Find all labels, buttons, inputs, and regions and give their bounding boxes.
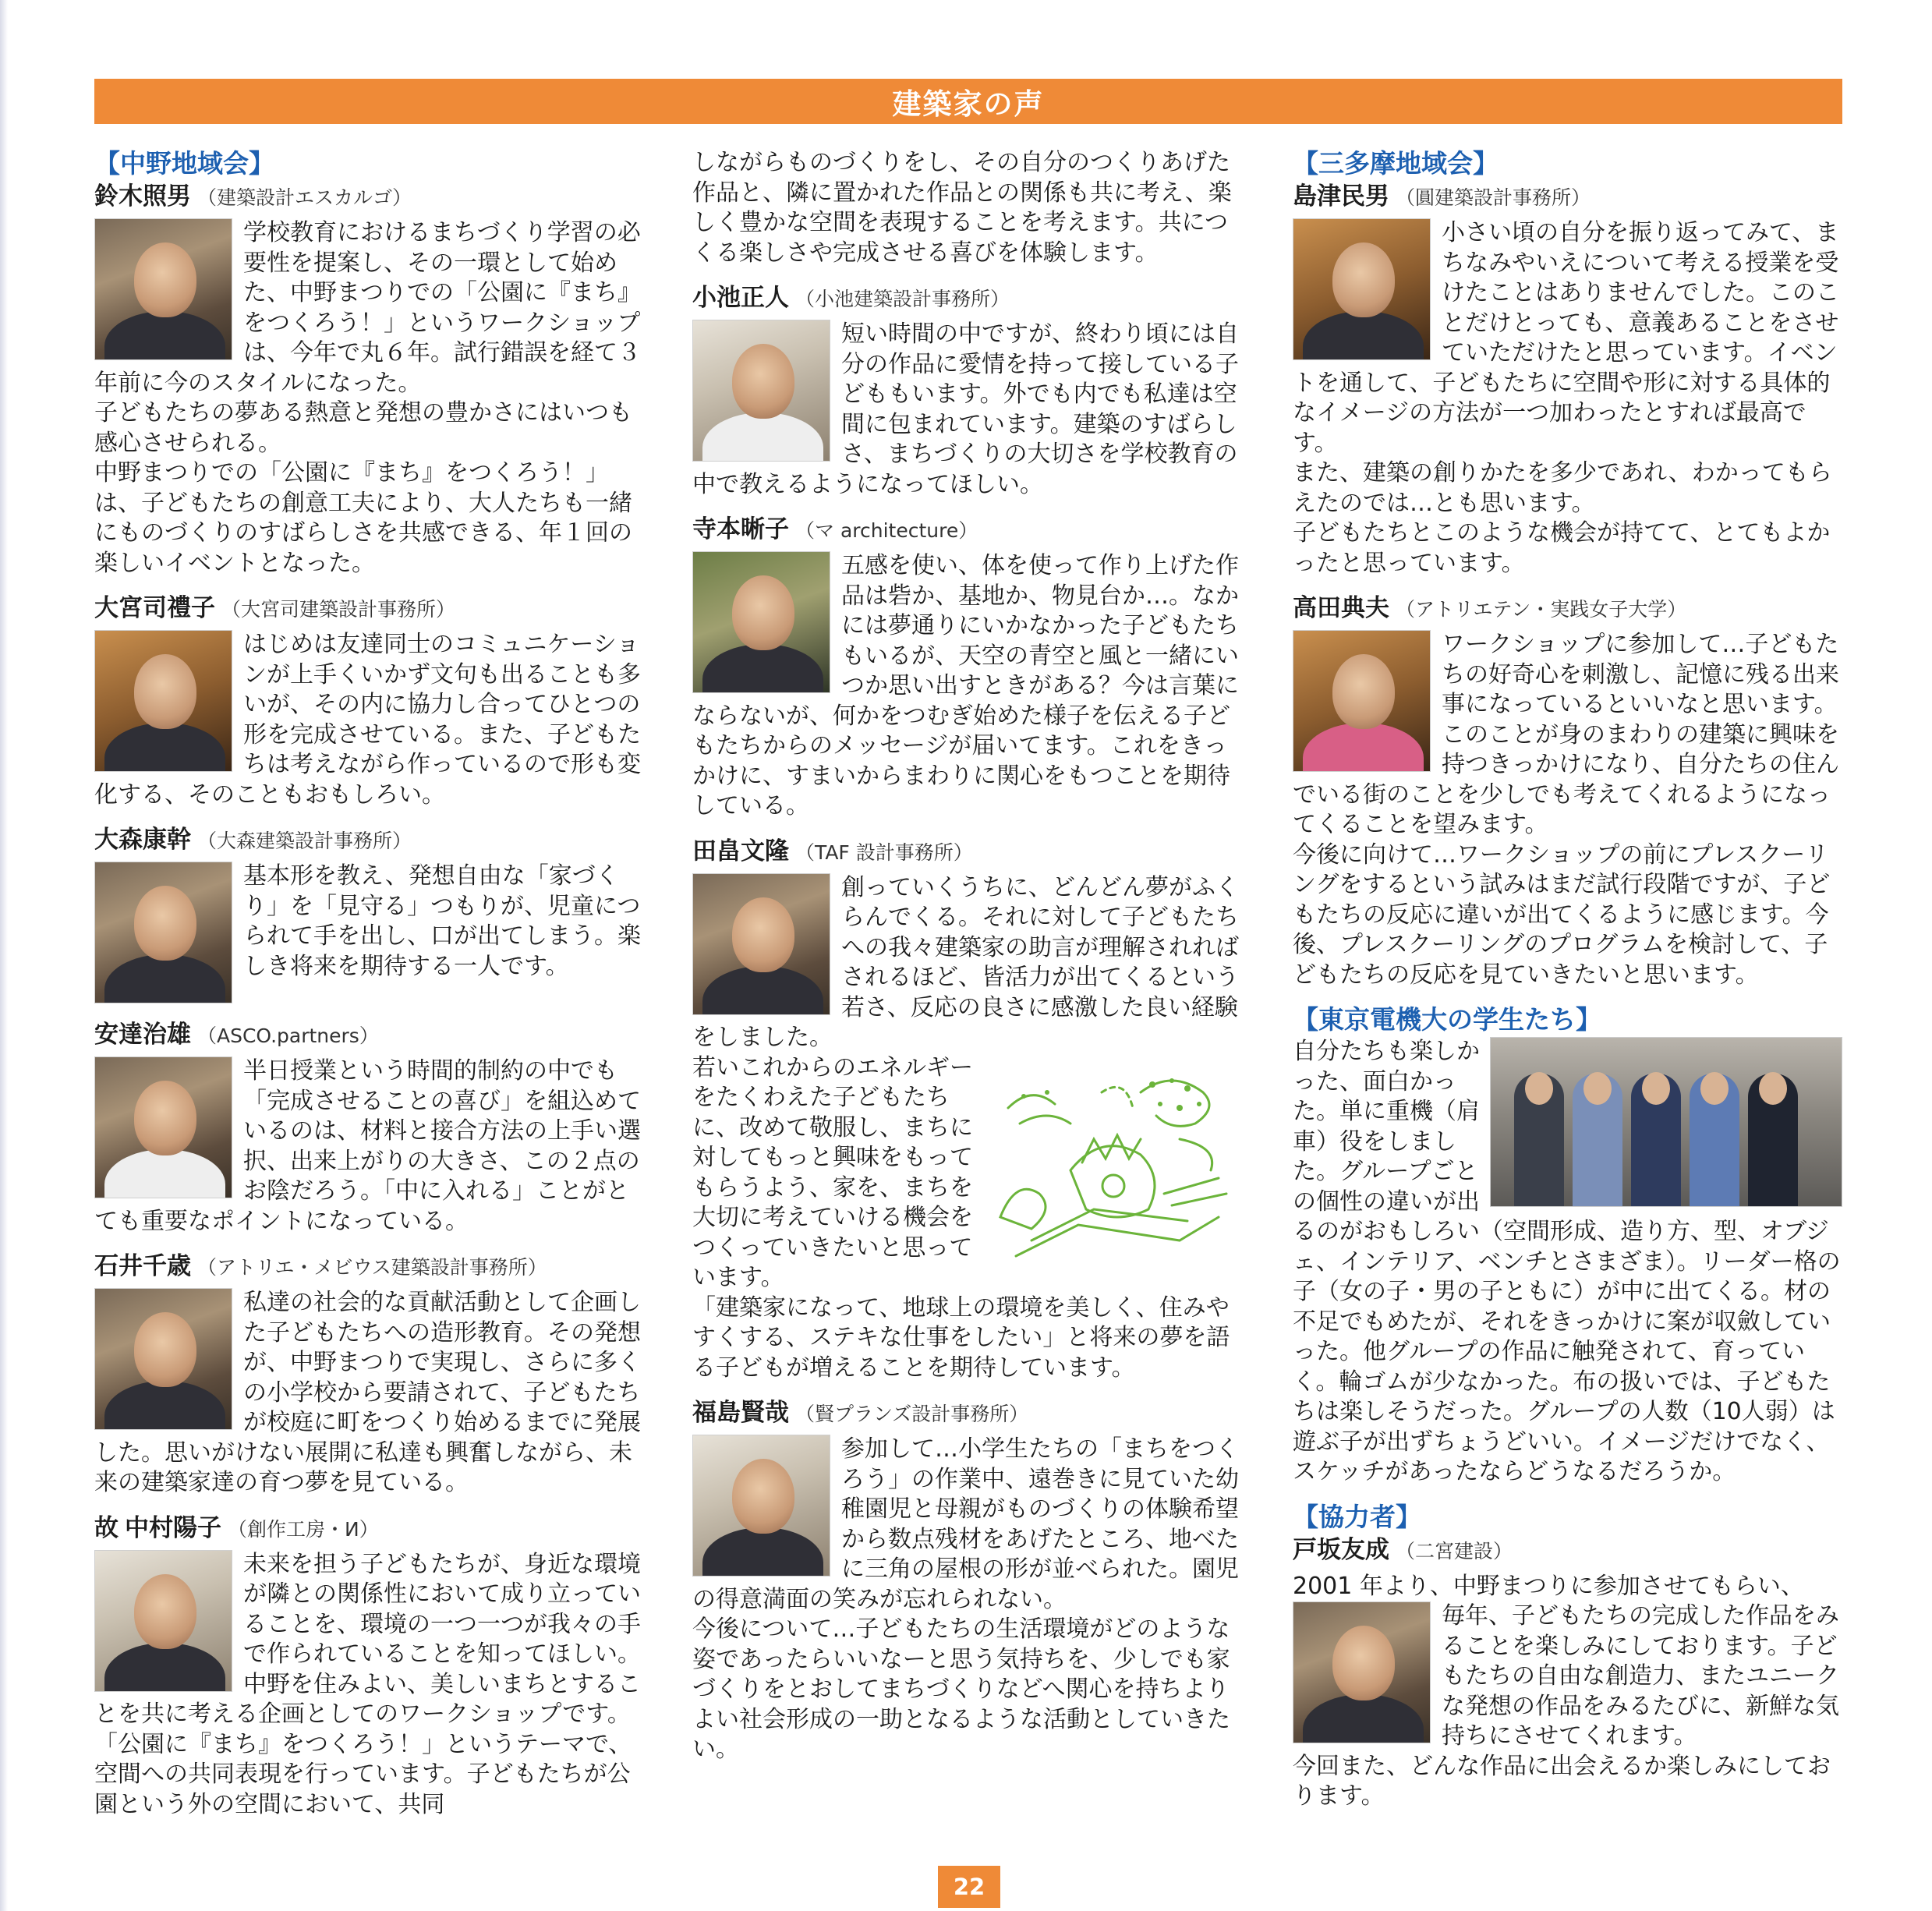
architect-name: 小池正人	[692, 284, 789, 312]
comment-text: 参加して…小学生たちの「まちをつくろう」の作業中、遠巻きに見ていた幼稚園児と母親がものづくりの体験希望から数点残材をあげたところ、地べたに三角の屋根の形が並べられた。園児の得意満面の笑みが忘れられない。	[692, 1435, 1239, 1613]
architect-name-line	[94, 1513, 644, 1545]
architect-name: 戸坂友成	[1293, 1535, 1389, 1564]
architect-affiliation: （圓建築設計事務所）	[1396, 186, 1591, 209]
column-middle	[692, 148, 1242, 1779]
comment-text: 学校教育におけるまちづくり学習の必要性を提案し、その一環として始めた、中野まつりでの「公園に『まち』をつくろう！」というワークショップは、今年で丸６年。試行錯誤を経て３年前に今のスタイルになった。	[94, 219, 641, 397]
architect-affiliation: （マ architecture）	[795, 519, 978, 542]
comment-text: 短い時間の中ですが、終わり頃には自分の作品に愛情を持って接している子どももいます。外でも内でも私達は空間に包まれています。建築のすばらしさ、まちづくりの大切さを学校教育の中で教えるようになってほしい。	[692, 320, 1239, 498]
architect-affiliation: （小池建築設計事務所）	[795, 288, 1010, 310]
portrait-photo	[1293, 1601, 1431, 1743]
architect-affiliation: （ASCO.partners）	[197, 1025, 379, 1047]
architect-name-line	[692, 514, 1242, 547]
comment-text: 創っていくうちに、どんどん夢がふくらんでくる。それに対して子どもたちへの我々建築家の助言が理解されればされるほど、皆活力が出てくるという若さ、反応の良さに感激した良い経験をしました。	[692, 873, 1239, 1051]
portrait-photo	[94, 630, 232, 772]
entry-tosaka	[1293, 1534, 1842, 1812]
architect-name: 高田典夫	[1293, 594, 1389, 622]
architect-name-line	[94, 824, 644, 857]
section-heading-collaborator: 【協力者】	[1293, 1501, 1421, 1532]
entry-shimazu	[1293, 181, 1842, 579]
comment-text: 子どもたちとこのような機会が持てて、とてもよかったと思っています。	[1293, 519, 1831, 577]
portrait-photo	[692, 1435, 830, 1577]
entry-daiguji	[94, 593, 644, 810]
portrait-photo	[94, 862, 232, 1003]
comment-text: 基本形を教え、発想自由な「家づくり」を「見守る」つもりが、児童につられて手を出し、口が出てしまう。楽しき将来を期待する一人です。	[243, 862, 641, 980]
sketch-illustration	[985, 1061, 1242, 1279]
architect-affiliation: （大宮司建築設計事務所）	[221, 598, 456, 621]
architect-affiliation: （二宮建設）	[1396, 1539, 1513, 1562]
deceased-prefix: 故	[94, 1513, 119, 1542]
architect-name: 石井千歳	[94, 1252, 191, 1280]
portrait-photo	[692, 873, 830, 1015]
architect-name: 安達治雄	[94, 1021, 191, 1049]
architect-affiliation: （建築設計エスカルゴ）	[197, 186, 412, 209]
comment-text: 私達の社会的な貢献活動として企画した子どもたちへの造形教育。その発想が、中野まつりで実現し、さらに多くの小学校から要請されて、子どもたちが校庭に町をつくり始めるまでに発展した。思いがけない展開に私達も興奮しながら、未来の建築家達の育つ夢を見ている。	[94, 1289, 641, 1496]
entry-takada	[1293, 593, 1842, 990]
comment-text: 毎年、子どもたちの完成した作品をみることを楽しみにしております。子どもたちの自由な創造力、またユニークな発想の作品をみるたびに、新鮮な気持ちにさせてくれます。	[1442, 1602, 1839, 1750]
entry-adachi	[94, 1019, 644, 1237]
comment-text: 若いこれからのエネルギーをたくわえた子どもたちに、改めて敬服し、まちに対してもっと興味をもってもらうよう、家を、まちを大切に考えていける機会をつくっていきたいと思っています。	[692, 1053, 973, 1291]
page-edge	[0, 0, 8, 1911]
architect-name: 寺本晰子	[692, 515, 789, 543]
architect-affiliation: （創作工房・И）	[228, 1517, 379, 1541]
architect-name: 鈴木照男	[94, 182, 191, 211]
architect-name: 大宮司禮子	[94, 594, 215, 622]
page-number: 22	[953, 1874, 985, 1900]
comment-text: 今後に向けて…ワークショップの前にプレスクーリングをするという試みはまだ試行段階ですが、子どもたちの反応に違いが出てくるように感じます。今後、プレスクーリングのプログラムを検討して、子どもたちの反応を見ていきたいと思います。	[1293, 840, 1831, 989]
comment-text: はじめは友達同士のコミュニケーションが上手くいかず文句も出ることも多いが、その内に協力し合ってひとつの形を完成させている。また、子どもたちは考えながら作っているので形も変化する、そのこともおもしろい。	[94, 631, 641, 809]
architect-name-line	[94, 1251, 644, 1283]
architect-name: 島津民男	[1293, 182, 1389, 211]
entry-koike	[692, 282, 1242, 500]
comment-text: 子どもたちの夢ある熱意と発想の豊かさにはいつも感心させられる。	[94, 399, 632, 457]
comment-text: しながらものづくりをし、その自分のつくりあげた作品と、隣に置かれた作品との関係も共に考え、楽しく豊かな空間を表現することを考えます。共につくる楽しさや完成させる喜びを体験します。	[692, 149, 1232, 267]
comment-text: 今後について…子どもたちの生活環境がどのような姿であったらいいなーと思う気持ちを、少しでも家づくりをとおしてまちづくりなどへ関心を持ちよりよい社会形成の一助となるような活動としていきたい。	[692, 1616, 1230, 1763]
entry-fukushima	[692, 1397, 1242, 1765]
entry-ishii	[94, 1251, 644, 1499]
entry-nakamura	[94, 1513, 644, 1821]
comment-text: 未来を担う子どもたちが、身近な環境が隣との関係性において成り立っていることを、環境の一つ一つが我々の手で作られていることを知ってほしい。中野を住みよい、美しいまちとすることを共に考える企画としてのワークショップです。「公園に『まち』をつくろう！」というテーマで、空間への共同表現を行っています。子どもたちが公園という外の空間において、共同	[94, 1550, 641, 1818]
column-left	[94, 148, 644, 1834]
architect-name: 福島賢哉	[692, 1399, 789, 1427]
entry-suzuki	[94, 181, 644, 579]
comment-text: 「建築家になって、地球上の環境を美しく、住みやすくする、ステキな仕事をしたい」と将来の夢を語る子どもが増えることを期待しています。	[692, 1293, 1230, 1382]
comment-text: また、建築の創りかたを多少であれ、わかってもらえたのでは…とも思います。	[1293, 459, 1832, 517]
architect-name-line	[1293, 1534, 1842, 1567]
entry-continuation	[692, 148, 1242, 268]
architect-name-line	[692, 836, 1242, 869]
comment-text: 小さい頃の自分を振り返ってみて、まちなみやいえについて考える授業を受けたことはありませんでした。このことだけとっても、意義あることをさせていただけたと思っています。イベントを通して、子どもたちに空間や形に対する具体的なイメージの方法が一つ加わったとすれば最高です。	[1293, 219, 1839, 457]
portrait-photo	[94, 1288, 232, 1430]
architect-name-line	[94, 1019, 644, 1052]
comment-text: 半日授業という時間的制約の中でも「完成させることの喜び」を組込めているのは、材料と接合方法の上手い選択、出来上がりの大きさ、この２点のお陰だろう。「中に入れる」ことがとても重要なポイントになっている。	[94, 1057, 641, 1235]
architect-affiliation: （賢プランズ設計事務所）	[795, 1403, 1029, 1425]
entry-students	[1293, 1037, 1842, 1488]
portrait-photo	[94, 1550, 232, 1692]
portrait-photo	[94, 1056, 232, 1198]
section-heading-santama: 【三多摩地域会】	[1293, 148, 1499, 179]
students-group-photo	[1490, 1037, 1842, 1207]
architect-name-line	[1293, 181, 1842, 214]
entry-omori	[94, 824, 644, 1005]
portrait-photo	[692, 320, 830, 462]
architect-affiliation: （アトリエテン・実践女子大学）	[1396, 598, 1687, 621]
architect-affiliation: （TAF 設計事務所）	[795, 840, 973, 864]
comment-text: 2001 年より、中野まつりに参加させてもらい、	[1293, 1572, 1804, 1600]
architect-name: 田畠文隆	[692, 837, 789, 865]
portrait-photo	[94, 218, 232, 360]
architect-affiliation: （大森建築設計事務所）	[197, 830, 412, 852]
comment-text: 自分たちも楽しかった、面白かった。単に重機（肩車）役をしました。グループごとの個性の違いが出るのがおもしろい（空間形成、造り方、型、オブジェ、インテリア、ベンチとさまざま）。リーダー格の子（女の子・男の子ともに）が中に出てくる。材の不足でもめたが、それをきっかけに案が収斂していった。他グループの作品に触発されて、育っていく。輪ゴムが少なかった。布の扱いでは、子どもたちは楽しそうだった。グループの人数（10人弱）は遊ぶ子が出ずちょうどいい。イメージだけでなく、スケッチがあったならどうなるだろうか。	[1293, 1038, 1841, 1485]
portrait-photo	[1293, 218, 1431, 360]
comment-text: 五感を使い、体を使って作り上げた作品は砦か、基地か、物見台か…。なかには夢通りにいかなかった子どもたちもいるが、天空の青空と風と一緒にいつか思い出すときがある？今は言葉にならないが、何かをつむぎ始めた様子を伝える子どもたちからのメッセージが届いてます。これをきっかけに、すまいからまわりに関心をもつことを期待している。	[692, 552, 1239, 819]
portrait-photo	[692, 551, 830, 693]
comment-text: ワークショップに参加して…子どもたちの好奇心を刺激し、記憶に残る出来事になっているといいなと思います。このことが身のまわりの建築に興味を持つきっかけになり、自分たちの住んでいる街のことを少しでも考えてくれるようになってくることを望みます。	[1293, 631, 1839, 838]
column-right	[1293, 148, 1842, 1826]
sketch-drawing	[985, 1061, 1242, 1279]
entry-tabata	[692, 836, 1242, 1384]
comment-text: 今回また、どんな作品に出会えるか楽しみにしております。	[1293, 1752, 1831, 1810]
title-bar	[94, 79, 1842, 124]
architect-name-line	[692, 282, 1242, 315]
architect-name: 中村陽子	[125, 1513, 221, 1542]
entry-teramoto	[692, 514, 1242, 822]
page-number-badge	[938, 1866, 1000, 1908]
section-heading-nakano: 【中野地域会】	[94, 148, 274, 179]
section-heading-students: 【東京電機大の学生たち】	[1293, 1004, 1601, 1035]
page-title: 建築家の声	[892, 87, 1045, 121]
comment-text: 中野まつりでの「公園に『まち』をつくろう！」は、子どもたちの創意工夫により、大人たちも一緒にものづくりのすばらしさを共感できる、年１回の楽しいイベントとなった。	[94, 459, 632, 577]
architect-name-line	[94, 181, 644, 214]
architect-name: 大森康幹	[94, 826, 191, 854]
portrait-photo	[1293, 630, 1431, 772]
architect-name-line	[1293, 593, 1842, 625]
architect-name-line	[94, 593, 644, 625]
architect-affiliation: （アトリエ・メビウス建築設計事務所）	[197, 1256, 547, 1279]
architect-name-line	[692, 1397, 1242, 1430]
